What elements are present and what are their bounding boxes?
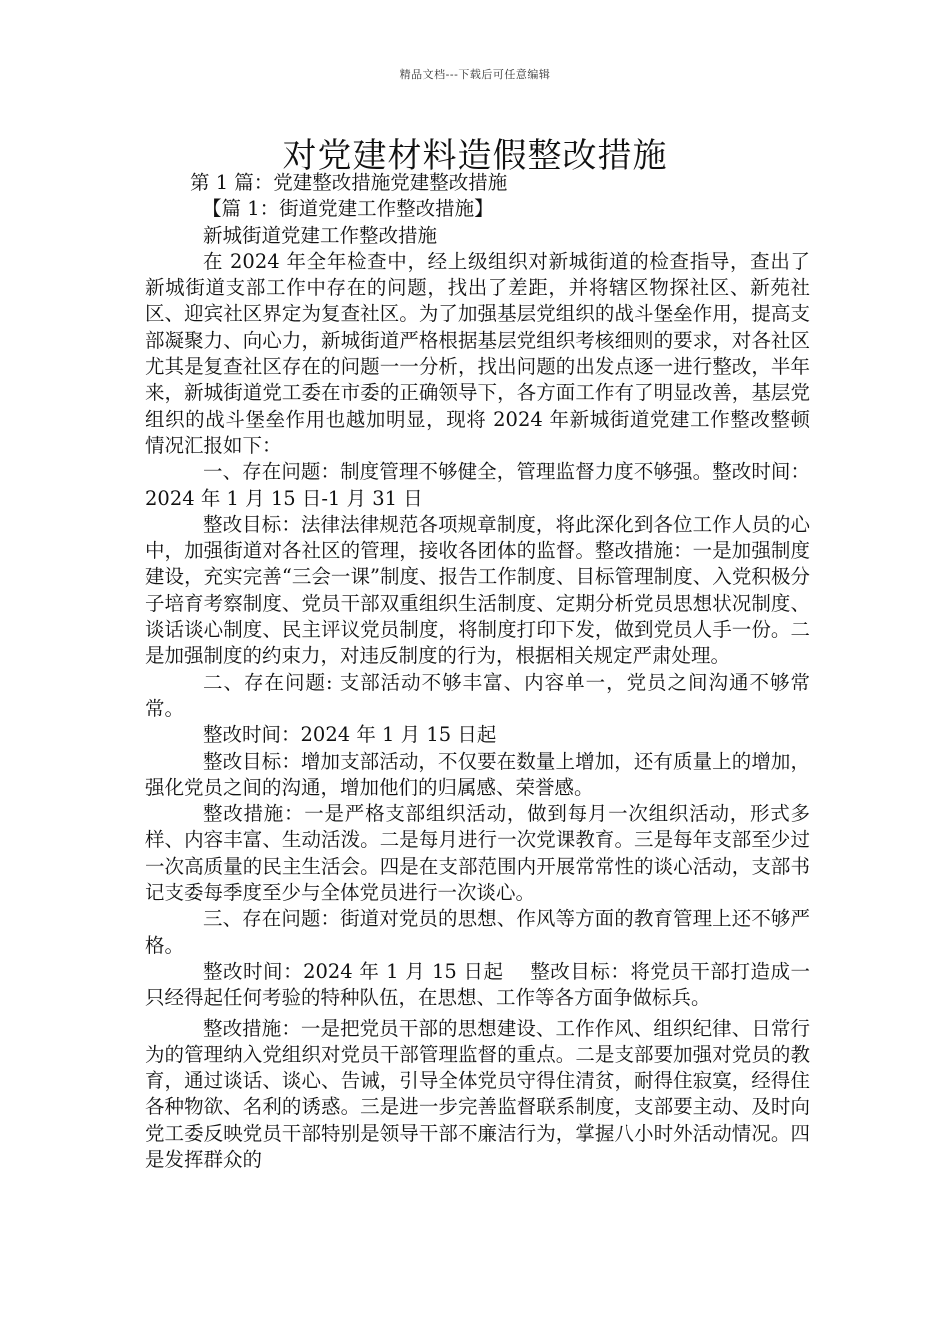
paragraph-measures-2: 整改措施：一是严格支部组织活动，做到每月一次组织活动，形式多样、内容丰富、生动活泼。二是每月进行一次党课教育。三是每年支部至少过一次高质量的民主生活会。四是在支部范围内开展常常性的谈心活动，支部书记支委每季度至少与全体党员进行一次谈心。: [145, 802, 810, 905]
paragraph-problem-3: 三、存在问题：街道对党员的思想、作风等方面的教育管理上还不够严格。: [145, 907, 810, 957]
paragraph-problem-1: 一、存在问题：制度管理不够健全，管理监督力度不够强。整改时间：2024 年 1 月 15 日-1 月 31 日: [145, 460, 810, 510]
document-title: 对党建材料造假整改措施: [282, 136, 668, 176]
article-heading: 新城街道党建工作整改措施: [203, 223, 438, 247]
header-note: 精品文档---下载后可任意编辑: [399, 68, 551, 81]
paragraph-intro: 在 2024 年全年检查中，经上级组织对新城街道的检查指导，查出了新城街道支部工作中存在的问题，找出了差距，并将辖区物探社区、新苑社区、迎宾社区界定为复查社区。为了加强基层党组织的战斗堡垒作用，提高支部凝聚力、向心力，新城街道严格根据基层党组织考核细则的要求，对各社区尤其是复查社区存在的问题一一分析，找出问题的出发点逐一进行整改，半年来，新城街道党工委在市委的正确领导下，各方面工作有了明显改善，基层党组织的战斗堡垒作用也越加明显，现将 2024 年新城街道党建工作整改整顿情况汇报如下：: [145, 249, 810, 457]
paragraph-goal-2: 整改目标：增加支部活动，不仅要在数量上增加，还有质量上的增加，强化党员之间的沟通，增加他们的归属感、荣誉感。: [145, 749, 810, 799]
paragraph-goal-1: 整改目标：法律法律规范各项规章制度，将此深化到各位工作人员的心中，加强街道对各社区的管理，接收各团体的监督。整改措施：一是加强制度建设，充实完善“三会一课”制度、报告工作制度、目标管理制度、入党积极分子培育考察制度、党员干部双重组织生活制度、定期分析党员思想状况制度、谈话谈心制度、民主评议党员制度，将制度打印下发，做到党员人手一份。二是加强制度的约束力，对违反制度的行为，根据相关规定严肃处理。: [145, 512, 810, 668]
paragraph-time-2: 整改时间：2024 年 1 月 15 日起: [203, 723, 497, 747]
paragraph-measures-3: 整改措施：一是把党员干部的思想建设、工作作风、组织纪律、日常行为的管理纳入党组织对党员干部管理监督的重点。二是支部要加强对党员的教育，通过谈话、谈心、告诫，引导全体党员守得住清贫，耐得住寂寞，经得住各种物欲、名利的诱惑。三是进一步完善监督联系制度，支部要主动、及时向党工委反映党员干部特别是领导干部不廉洁行为，掌握八小时外活动情况。四是发挥群众的: [145, 1016, 810, 1171]
document-body: [145, 170, 810, 1173]
paragraph-time-goal-3: 整改时间：2024 年 1 月 15 日起 整改目标：将党员干部打造成一只经得起任何考验的特种队伍，在思想、工作等各方面争做标兵。: [145, 959, 810, 1010]
paragraph-problem-2: 二、存在问题: 支部活动不够丰富、内容单一，党员之间沟通不够常常。: [145, 670, 810, 720]
section-heading: 第 1 篇：党建整改措施党建整改措施: [190, 171, 508, 194]
subsection-heading: 【篇 1：街道党建工作整改措施】: [202, 197, 494, 221]
